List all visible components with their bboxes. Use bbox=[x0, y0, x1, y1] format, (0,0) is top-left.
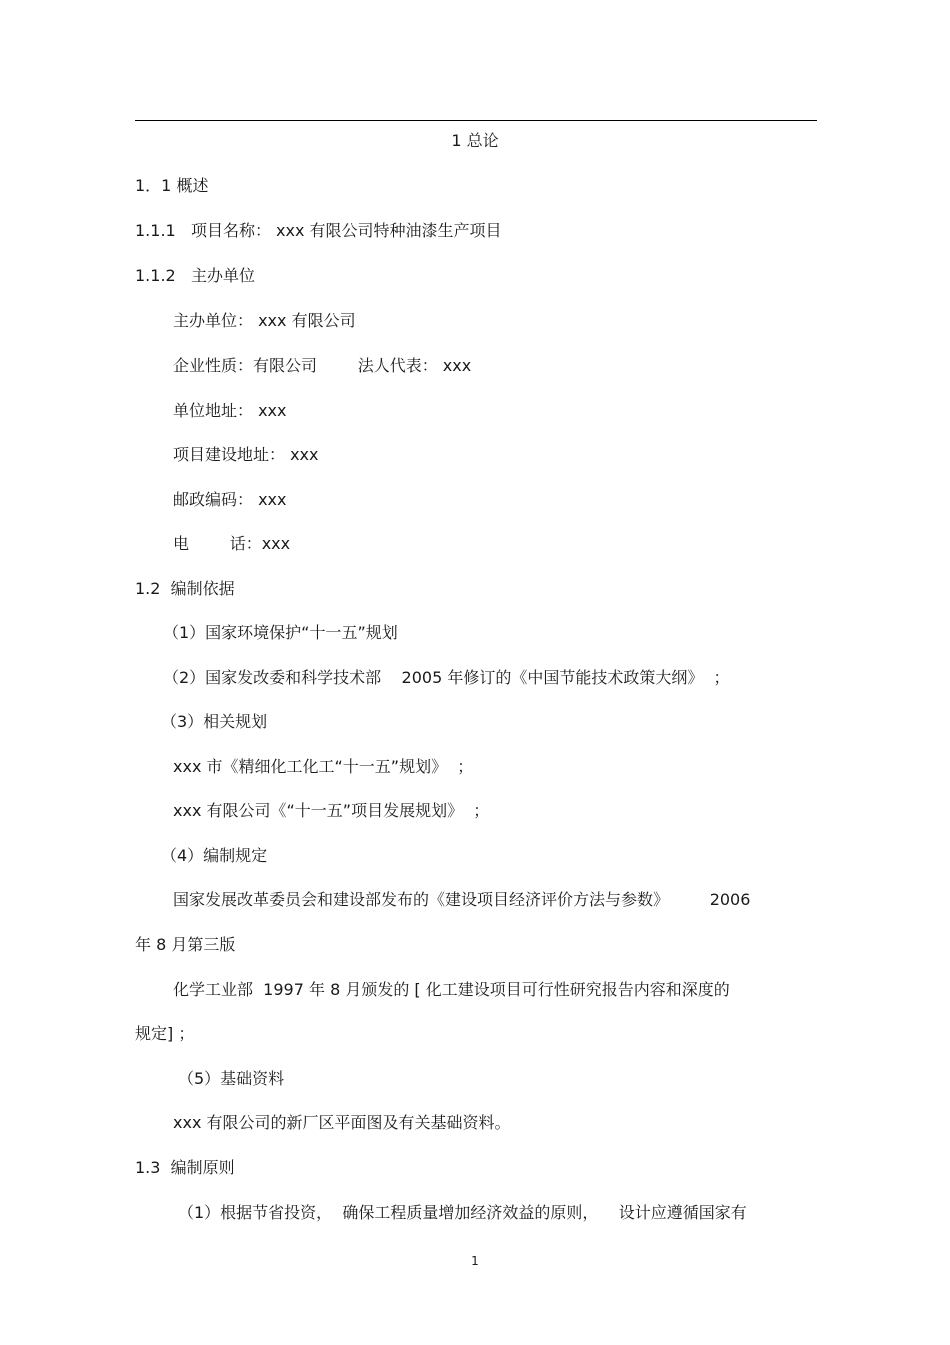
postcode-line: 邮政编码： xxx bbox=[173, 490, 287, 509]
section-1-3: 1.3 编制原则 bbox=[135, 1158, 235, 1177]
section-1-1-2: 1.1.2 主办单位 bbox=[135, 266, 255, 285]
basis-item-4: （4）编制规定 bbox=[161, 846, 268, 865]
basis-item-5: （5）基础资料 bbox=[178, 1069, 285, 1088]
section-1-1-1: 1.1.1 项目名称： xxx 有限公司特种油漆生产项目 bbox=[135, 221, 502, 240]
basis-item-3: （3）相关规划 bbox=[161, 712, 268, 731]
phone-line: 电 话：xxx bbox=[173, 534, 291, 553]
basis-item-1: （1）国家环境保护“十一五”规划 bbox=[163, 623, 398, 642]
sponsor-line: 主办单位： xxx 有限公司 bbox=[173, 311, 356, 330]
plan-company: xxx 有限公司《“十一五”项目发展规划》 ； bbox=[173, 801, 490, 820]
principle-1: （1）根据节省投资， 确保工程质量增加经济效益的原则， 设计应遵循国家有 bbox=[178, 1203, 747, 1222]
basis-item-2: （2）国家发改委和科学技术部 2005 年修订的《中国节能技术政策大纲》 ； bbox=[163, 668, 730, 687]
plan-city: xxx 市《精细化工化工“十一五”规划》 ； bbox=[173, 757, 474, 776]
regulation-1: 国家发展改革委员会和建设部发布的《建设项目经济评价方法与参数》 2006 bbox=[173, 890, 751, 909]
section-1-2: 1.2 编制依据 bbox=[135, 579, 235, 598]
address-line: 单位地址： xxx bbox=[173, 401, 287, 420]
site-address-line: 项目建设地址： xxx bbox=[173, 445, 319, 464]
base-data: xxx 有限公司的新厂区平面图及有关基础资料。 bbox=[173, 1113, 511, 1132]
chapter-title: 1 总论 bbox=[451, 131, 499, 150]
header-rule bbox=[135, 120, 817, 121]
regulation-2: 化学工业部 1997 年 8 月颁发的 [ 化工建设项目可行性研究报告内容和深度的 bbox=[173, 980, 730, 999]
regulation-1-cont: 年 8 月第三版 bbox=[135, 935, 236, 954]
section-1-1: 1．1 概述 bbox=[135, 176, 209, 195]
page-number: 1 bbox=[471, 1254, 479, 1268]
nature-line: 企业性质：有限公司 法人代表： xxx bbox=[173, 356, 472, 375]
regulation-2-cont: 规定] ； bbox=[135, 1024, 195, 1043]
